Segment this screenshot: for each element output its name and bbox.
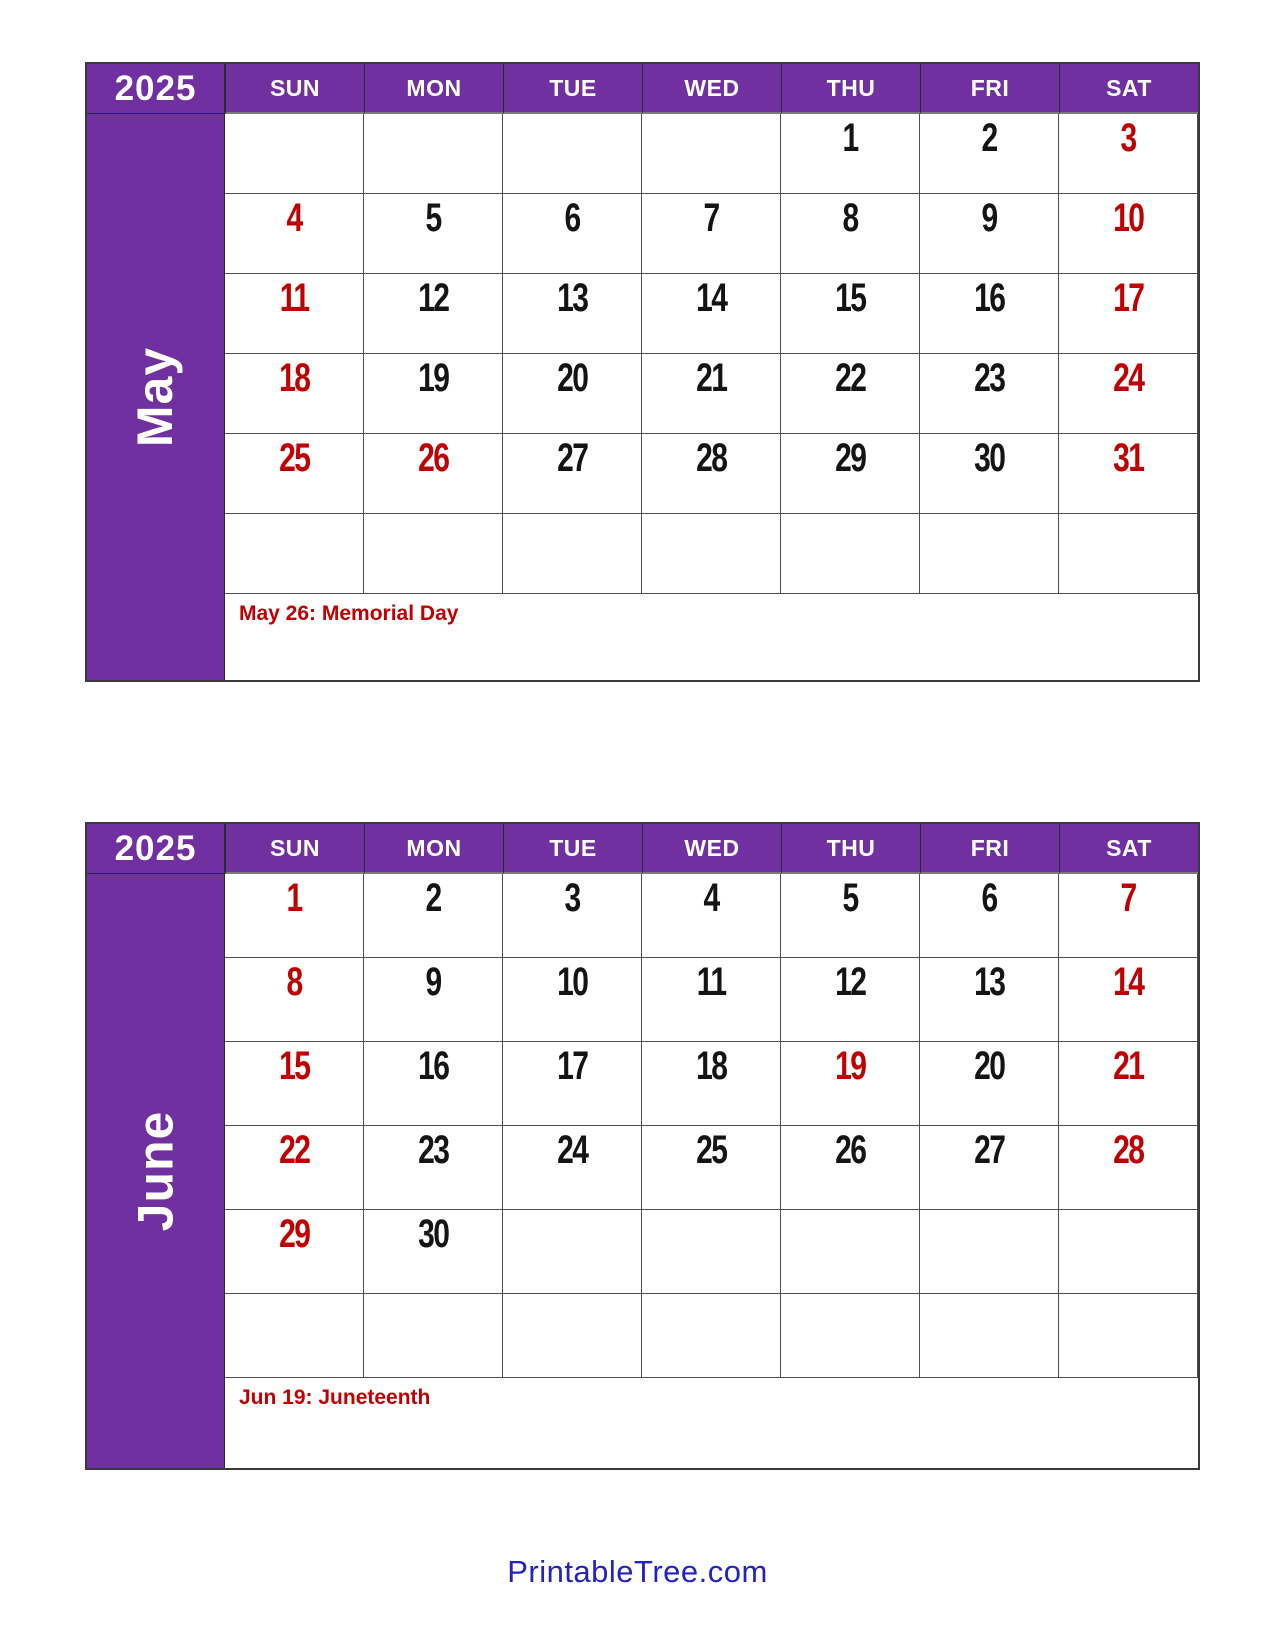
date-cell [920,1126,1059,1210]
date-cell-empty [920,1210,1059,1294]
date-cell [781,874,920,958]
date-number: 29 [278,1212,310,1256]
date-cell-empty [364,1294,503,1378]
date-cell-empty [503,514,642,594]
date-cell-empty [225,1294,364,1378]
date-number: 21 [695,356,727,400]
date-number: 28 [695,436,727,480]
date-number: 6 [564,196,580,240]
date-number: 11 [279,276,309,320]
date-cell [364,874,503,958]
date-number: 17 [556,1044,588,1088]
date-cell [503,354,642,434]
month-label: May [127,346,184,448]
date-number: 26 [417,436,449,480]
weekday-header-sun: SUN [225,824,364,874]
date-number: 3 [1120,116,1136,160]
date-number: 19 [834,1044,866,1088]
date-cell-empty [1059,514,1198,594]
weekday-header-thu: THU [781,64,920,114]
date-cell [781,194,920,274]
date-number: 20 [973,1044,1005,1088]
date-number: 8 [286,960,302,1004]
date-number: 12 [417,276,449,320]
date-number: 15 [278,1044,310,1088]
date-cell-empty [503,1294,642,1378]
date-cell [920,194,1059,274]
date-number: 10 [556,960,588,1004]
date-number: 22 [278,1128,310,1172]
date-cell [920,274,1059,354]
weekday-header-wed: WED [642,824,781,874]
date-cell [781,1126,920,1210]
date-number: 8 [842,196,858,240]
date-cell [503,958,642,1042]
year-label: 2025 [87,824,225,874]
date-number: 13 [973,960,1005,1004]
weekday-header-mon: MON [364,824,503,874]
date-number: 23 [973,356,1005,400]
date-number: 15 [834,276,866,320]
date-number: 14 [1112,960,1144,1004]
date-cell [781,958,920,1042]
date-cell-empty [642,114,781,194]
date-cell [1059,354,1198,434]
date-cell [364,958,503,1042]
date-number: 7 [703,196,719,240]
date-cell [364,1210,503,1294]
date-number: 26 [834,1128,866,1172]
date-number: 1 [842,116,858,160]
date-cell [642,354,781,434]
date-cell [1059,1042,1198,1126]
date-cell-empty [503,114,642,194]
date-cell [781,114,920,194]
date-number: 12 [834,960,866,1004]
date-cell-empty [225,514,364,594]
date-cell-empty [920,514,1059,594]
date-number: 4 [703,876,719,920]
date-cell [642,958,781,1042]
weekday-header-fri: FRI [920,64,1059,114]
weekday-header-tue: TUE [503,824,642,874]
date-number: 9 [425,960,441,1004]
weekday-header-sat: SAT [1059,824,1198,874]
weekday-header-fri: FRI [920,824,1059,874]
date-cell [503,1126,642,1210]
date-cell [225,1126,364,1210]
date-number: 6 [981,876,997,920]
date-cell-empty [642,514,781,594]
date-number: 29 [834,436,866,480]
date-number: 16 [973,276,1005,320]
date-cell [781,354,920,434]
date-number: 24 [556,1128,588,1172]
date-number: 2 [981,116,997,160]
date-number: 10 [1112,196,1144,240]
date-cell-empty [1059,1294,1198,1378]
date-number: 30 [973,436,1005,480]
date-cell [225,1210,364,1294]
weekday-header-thu: THU [781,824,920,874]
date-cell-empty [920,1294,1059,1378]
date-cell [225,274,364,354]
date-cell [364,1126,503,1210]
weekday-header-wed: WED [642,64,781,114]
date-number: 30 [417,1212,449,1256]
holiday-note: Jun 19: Juneteenth [225,1378,1198,1468]
date-cell [642,874,781,958]
date-number: 18 [695,1044,727,1088]
date-cell [920,958,1059,1042]
date-cell-empty [364,114,503,194]
date-number: 5 [842,876,858,920]
month-sidebar [87,874,225,1468]
holiday-note: May 26: Memorial Day [225,594,1198,680]
date-cell-empty [642,1294,781,1378]
weekday-header-sat: SAT [1059,64,1198,114]
date-cell [503,874,642,958]
date-cell [225,1042,364,1126]
date-number: 24 [1112,356,1144,400]
date-number: 3 [564,876,580,920]
date-cell [920,874,1059,958]
date-number: 25 [695,1128,727,1172]
date-number: 31 [1112,436,1144,480]
date-cell [920,114,1059,194]
date-number: 1 [286,876,302,920]
date-number: 23 [417,1128,449,1172]
date-number: 4 [286,196,302,240]
date-cell [225,354,364,434]
date-cell [364,194,503,274]
date-cell [642,194,781,274]
date-cell [364,1042,503,1126]
date-cell [642,274,781,354]
date-number: 11 [696,960,726,1004]
date-cell-empty [503,1210,642,1294]
date-number: 17 [1112,276,1144,320]
date-number: 7 [1120,876,1136,920]
date-cell [920,1042,1059,1126]
calendar-may [85,62,1200,682]
date-number: 14 [695,276,727,320]
date-cell [1059,958,1198,1042]
calendar-june [85,822,1200,1470]
date-number: 27 [973,1128,1005,1172]
date-number: 25 [278,436,310,480]
date-cell [920,354,1059,434]
date-cell [503,1042,642,1126]
date-cell [364,434,503,514]
date-cell [1059,434,1198,514]
date-cell-empty [225,114,364,194]
date-cell-empty [364,514,503,594]
date-cell [364,354,503,434]
date-cell-empty [781,514,920,594]
date-cell [781,274,920,354]
month-sidebar [87,114,225,680]
date-cell [1059,1126,1198,1210]
footer [0,1554,1275,1590]
weekday-header-tue: TUE [503,64,642,114]
date-cell [1059,274,1198,354]
date-number: 16 [417,1044,449,1088]
date-cell-empty [781,1210,920,1294]
date-cell [503,434,642,514]
date-cell [225,958,364,1042]
date-cell [642,1042,781,1126]
date-number: 5 [425,196,441,240]
date-cell [225,194,364,274]
date-cell-empty [642,1210,781,1294]
printabletree-link[interactable]: PrintableTree.com [507,1554,768,1589]
date-number: 2 [425,876,441,920]
date-number: 22 [834,356,866,400]
date-cell [642,1126,781,1210]
weekday-header-sun: SUN [225,64,364,114]
date-cell [503,274,642,354]
date-cell [1059,874,1198,958]
date-number: 20 [556,356,588,400]
date-cell [1059,114,1198,194]
date-cell [364,274,503,354]
date-cell [920,434,1059,514]
date-cell [781,434,920,514]
date-cell [225,874,364,958]
date-number: 18 [278,356,310,400]
year-label: 2025 [87,64,225,114]
date-cell-empty [1059,1210,1198,1294]
date-number: 27 [556,436,588,480]
date-cell [503,194,642,274]
date-number: 21 [1112,1044,1144,1088]
date-cell [225,434,364,514]
date-number: 9 [981,196,997,240]
date-number: 28 [1112,1128,1144,1172]
date-number: 13 [556,276,588,320]
date-cell-empty [781,1294,920,1378]
date-number: 19 [417,356,449,400]
date-cell [781,1042,920,1126]
weekday-header-mon: MON [364,64,503,114]
month-label: June [127,1110,184,1232]
date-cell [642,434,781,514]
date-cell [1059,194,1198,274]
